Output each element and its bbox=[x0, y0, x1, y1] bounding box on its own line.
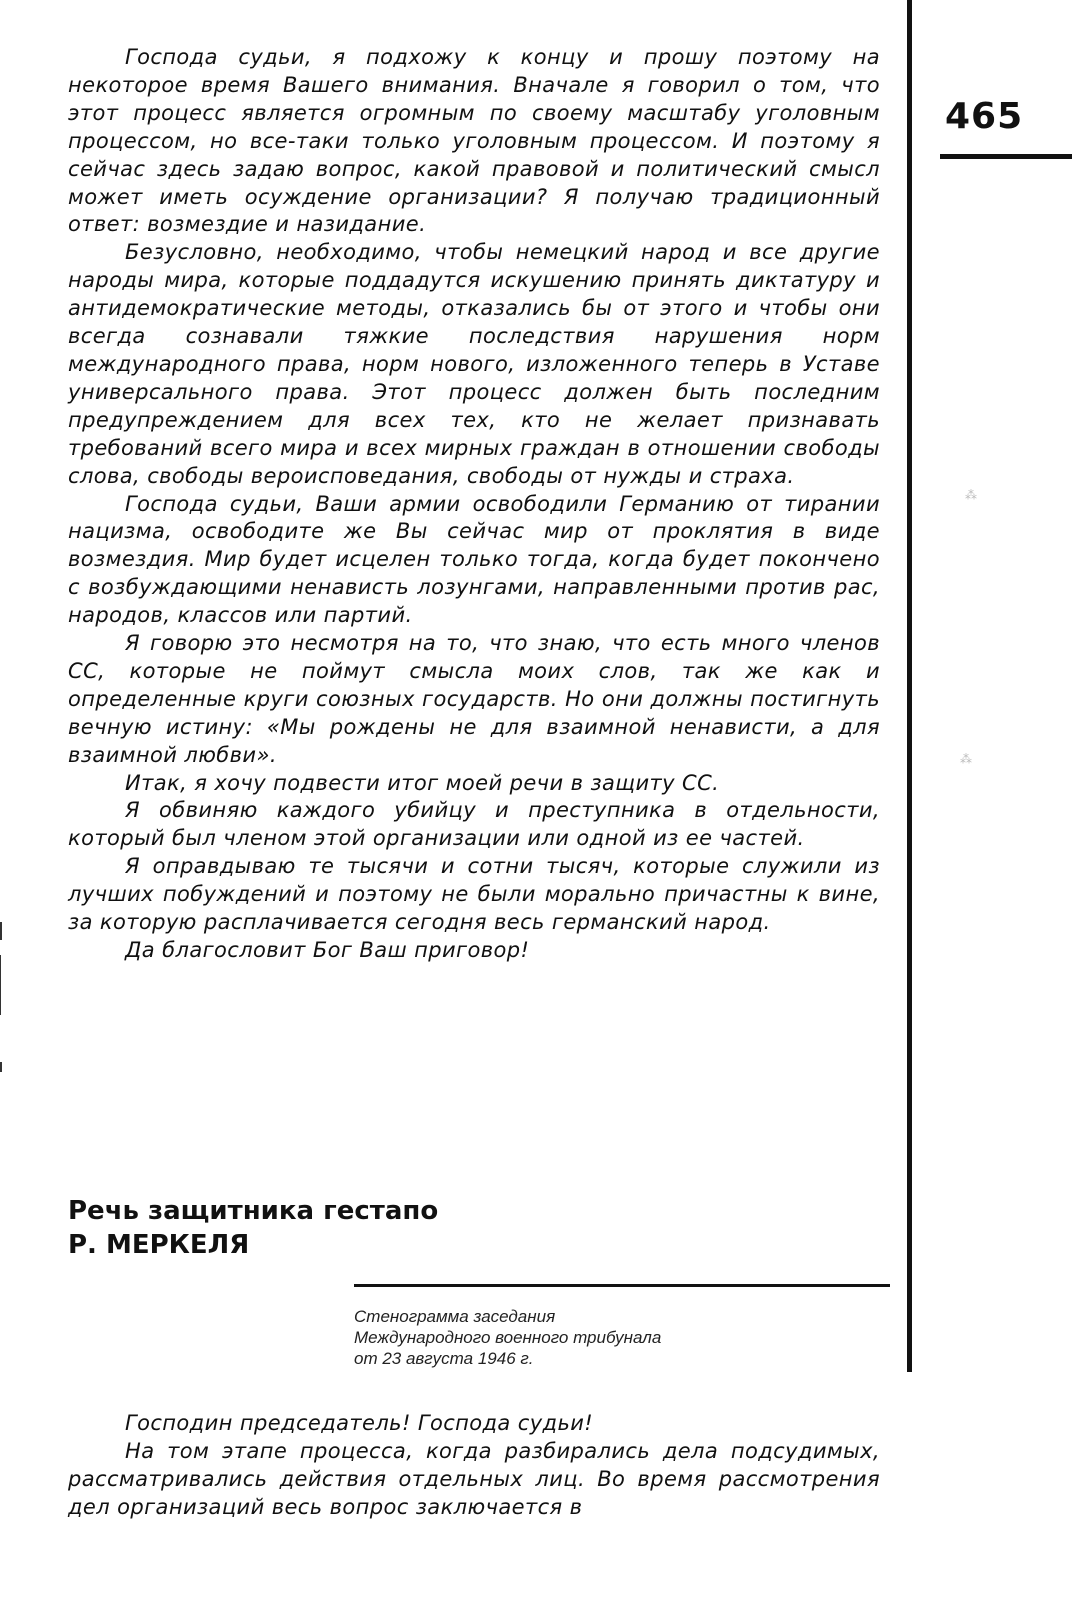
scan-artifact: ⁂ bbox=[965, 488, 977, 502]
source-note bbox=[354, 1306, 854, 1369]
margin-mark bbox=[0, 1062, 2, 1072]
source-note-rule bbox=[354, 1284, 890, 1287]
paragraph: Я обвиняю каждого убийцу и преступника в отдельности, который был членом этой организации или одной из ее частей. bbox=[68, 798, 880, 851]
paragraph: На том этапе процесса, когда разбирались дела подсудимых, рассматривались действия отдельных лиц. Во время рассмотрения дел организаций весь вопрос заключается в bbox=[68, 1438, 880, 1519]
paragraph: Господа судьи, Ваши армии освободили Германию от тирании нацизма, освободите же Вы сейчас мир от проклятия в виде возмездия. Мир будет исцелен только тогда, когда будет покончено с возбуждающими ненависть лозунгами, направленными против рас, народов, классов или партий. bbox=[68, 491, 880, 628]
second-text-block bbox=[68, 1410, 880, 1522]
paragraph: Господа судьи, я подхожу к концу и прошу поэтому на некоторое время Вашего внимания. Вначале я говорил о том, что этот процесс является огромным по своему масштабу уголовным процессом, но все-таки только уголовным процессом. И поэтому я сейчас здесь задаю вопрос, какой правовой и политический смысл может иметь осуждение организации? Я получаю традиционный ответ: возмездие и назидание. bbox=[68, 45, 880, 237]
vertical-rule bbox=[907, 0, 912, 1372]
source-note-line: Международного военного трибунала bbox=[354, 1328, 662, 1347]
section-title bbox=[68, 1194, 668, 1262]
paragraph: Да благословит Бог Ваш приговор! bbox=[125, 938, 530, 962]
page-number: 465 bbox=[945, 96, 1024, 137]
paragraph: Я оправдываю те тысячи и сотни тысяч, которые служили из лучших побуждений и поэтому не были морально причастны к вине, за которую расплачивается сегодня весь германский народ. bbox=[68, 854, 880, 935]
paragraph: Безусловно, необходимо, чтобы немецкий народ и все другие народы мира, которые поддадутся искушению принять диктатуру и антидемократические методы, отказались бы от этого и чтобы они всегда сознавали тяжкие последствия нарушения норм международного права, норм нового, изложенного теперь в Уставе универсального права. Этот процесс должен быть последним предупреждением для всех тех, кто не желает признавать требований всего мира и всех мирных граждан в отношении свободы слова, свободы вероисповедания, свободы от нужды и страха. bbox=[68, 240, 880, 488]
main-text-block bbox=[68, 44, 880, 965]
margin-mark bbox=[0, 955, 1, 1015]
paragraph: Итак, я хочу подвести итог моей речи в защиту СС. bbox=[125, 770, 720, 795]
paragraph: Я говорю это несмотря на то, что знаю, что есть много членов СС, которые не поймут смысла моих слов, так же как и определенные круги союзных государств. Но они должны постигнуть вечную истину: «Мы рождены не для взаимной ненависти, а для взаимной любви». bbox=[68, 631, 880, 767]
margin-mark bbox=[0, 922, 2, 940]
source-note-line: от 23 августа 1946 г. bbox=[354, 1349, 534, 1368]
section-title-line1: Речь защитника гестапо bbox=[68, 1196, 439, 1226]
source-note-line: Стенограмма заседания bbox=[354, 1307, 556, 1326]
section-title-line2: Р. МЕРКЕЛЯ bbox=[68, 1230, 250, 1260]
paragraph: Господин председатель! Господа судьи! bbox=[125, 1411, 594, 1435]
scan-artifact: ⁂ bbox=[960, 752, 972, 766]
page-number-rule bbox=[940, 154, 1072, 159]
